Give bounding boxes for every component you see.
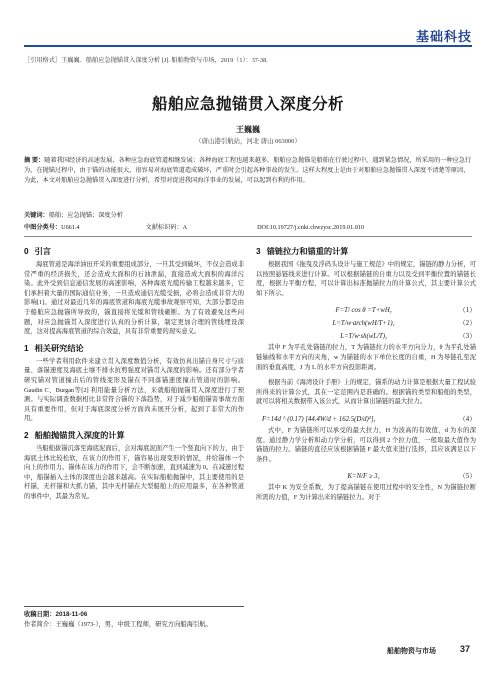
footnote [24,610,474,630]
equation-number: （3） [459,333,476,341]
class-value: U661.4 [61,224,80,231]
paragraph: 其中 F 为平孔处锚链的拉力，T 为锚链拉力的水平方向分力，θ 为平孔处锚链轴线和水平方向的夹角，w 为锚链的水下单位长度的自重，H 为导链孔至泥面的垂直高度，J 为 L 的水平方向投影距离。 [256,344,476,371]
journal-name: 船舶物资与市场 [387,648,436,655]
equation-number: （1） [459,307,476,315]
equation-1 [256,304,476,317]
equation-text: K=N/F ≥ 3， [347,473,385,481]
abstract-label: 摘 要： [24,157,45,164]
section-title: 引言 [34,247,51,256]
paragraph: 根据我国《拖曳及浮码头设计与施工规范》中的规定，锚链的静力分析，可以按照悬链线来进行计算。可以根据锚链的自重力以及受到平衡位置的锚链长度，根据力平衡方程，可以计算出标准抛锚拉力的计算公式，其主要计算公式如下所示。 [256,261,476,297]
right-column [256,246,476,509]
citation: ［引用格式］王巍巍．船舶应急抛锚贯入深度分析 [J]. 船舶物资与市场，2019（1）：37-38. [24,57,268,64]
doi: DOI:10.19727/j.cnki.cbwzysc.2019.01.010 [257,224,364,231]
paragraph: 其中 K 为安全系数，为了提高锚链在使用过程中的安全性，N 为锚链拉断所需的力值，F 为计算出来的锚链拉力。对于 [256,484,476,501]
section-title: 船舶抛锚贯入深度的计算 [34,430,125,440]
section-number: 3 [256,247,261,256]
keywords [24,210,474,219]
keywords-label: 关键词： [24,212,49,219]
doc-label: 文献标识码： [145,224,183,231]
equation-3 [256,330,476,343]
section-number: 0 [24,247,29,256]
page-number: 37 [459,644,470,654]
equation-number: （2） [459,320,476,328]
equation-text: L=T/w·sh(wL/T)， [340,333,392,341]
paragraph: 式中，F 为锚链所可以承受的最大拉力，H 为波高的有效值，d 为水的深度。通过静力学分析和动力学分析，可以得到 2 个拉力值，一般取最大值作为锚链的拉力。锚链的直径应该根据锚链 F 最大值来进行选择，其应该满足以下条件。 [256,426,476,463]
paragraph: 当船舶拔锚沉落至海底泥面后，会对海底泥面产生一个竖直向下的力，由于海底土体比较松软，在该力的作用下，锚容易出现变形的情况，并给锚体一个向上的作用力。锚体在该力的作用下，会不断加速，直到减速为 0。在减速过程中，船锚插入土体的深度也会越来越高。在实际船舶抛锚中，其主要使用的是杆锚，无杆锚和大抓力锚，其中无杆锚在大型船舶上的应用最多，在各种管道的事件中，其最为常见。 [24,444,244,500]
author-info: 作者简介：王巍巍（1973-），男，中级工程师，研究方向船海引航。 [24,621,212,628]
received-date: 收稿日期：2018-11-06 [24,611,88,618]
top-rule [24,45,472,47]
abstract [24,156,474,186]
section-heading-anchor-force [256,246,476,257]
classification-line [24,222,474,231]
footnote-rule [24,606,244,607]
paragraph: 一些学者利用软件来建立贯入深度数值分析，有效仿真出锚自身尺寸与质量、落锚速度及海底土壤不排水抗剪强度对锚贯入深度的影响。还有部分学者研究锚对管道撞击后的管线变形及锚在不同落锚速度撞击管道时的影响。Gaudin C、Burgan等[2] 利用能量分析方法，来就船舶抛锚贯入深度进行了预测。与实际调查数据相比非常符合锚的下落趋势，对于减少船舶锚害事故方面具有重要作用，但对于海底深度分析方面尚未展开分析，起到了非常大的作用。 [24,357,244,423]
equation-text: F=14d ^ (0.17) [44.4W/d + 162.5(D/d)²]， [262,415,381,423]
keywords-text: 船舶；应急抛锚；深度分析 [48,212,123,219]
section-heading-intro [24,246,244,257]
equation-number: （4） [459,415,476,423]
equation-2 [256,317,476,330]
equation-4 [256,413,476,426]
section-heading-research [24,343,244,354]
affiliation: （唐山港引航站，河北 唐山 063000） [195,138,301,145]
section-heading-calculation [24,430,244,441]
section-number: 1 [24,343,29,353]
divider [24,236,472,237]
equation-number: （5） [459,473,476,481]
equation-5 [256,470,476,483]
section-label: 基础科技 [415,29,472,44]
author-name: 王巍巍 [236,125,260,134]
left-column [24,246,244,507]
class-label: 中图分类号： [24,224,62,231]
paragraph: 海底管道是海洋油田开采的重要组成部分，一旦其受到破坏，不仅会造成非常严重的经济损失，还会造成大面积的石油泄漏，直接造成大面积的海洋污染。此外受到信息通信发展的高速影响，各种海底光缆传输工程越来越多，它们承担着大量的国际通信业务，一旦造成通信光缆受损，必将会造成非常大的影响[1]。通过对最近几年的海底管道和海底光缆事故观察可知，大部分都是由于船舶应急抛锚所导致的，锚直接将光缆和管线砸断。为了有效避免这些问题，对应急抛锚贯入深度进行认真的分析计算，制定更加合理的管线埋设深度，这对提高海底管道的综合效益，具有非常重要的现实意义。 [24,261,244,336]
section-title: 相关研究结论 [34,343,84,353]
doc-value: A [182,224,188,231]
paragraph: 根据当前《海湾设计手册》上的规定，锚系的动力计算是根据大量工程试验所得来的计算公式，其在一定范围内是准确的。根据锚的类型和船舶的类型，就可以将相关数据带入该公式，从而计算出锚链的最大拉力。 [256,379,476,406]
equation-text: L=T/w·arch(wH/T+1)， [332,320,400,328]
equation-text: F=T/ cos θ =T+wH， [335,307,397,315]
abstract-text: 随着我国经济的高速发展，各种应急海底管道相继发展；各种海底工程也越来越多。船舶应急抛锚是船舶在行驶过程中，遇到紧急情况，所采用的一种应急行为，在抛锚过程中，由于锚的动能很大，很容易对海底管道造成破坏，严重时会引起各种事故的发生。这样大程度上是由于对船舶应急抛锚贯入深度不清楚等原因，为此，本文对船舶应急抛锚贯入深度进行分析，希望对促进我国海洋事业的发展，可以起到有利的作用。 [24,157,472,184]
paper-title: 船舶应急抛锚贯入深度分析 [151,96,344,113]
section-title: 锚链拉力和锚重的计算 [266,247,349,256]
section-number: 2 [24,430,29,440]
